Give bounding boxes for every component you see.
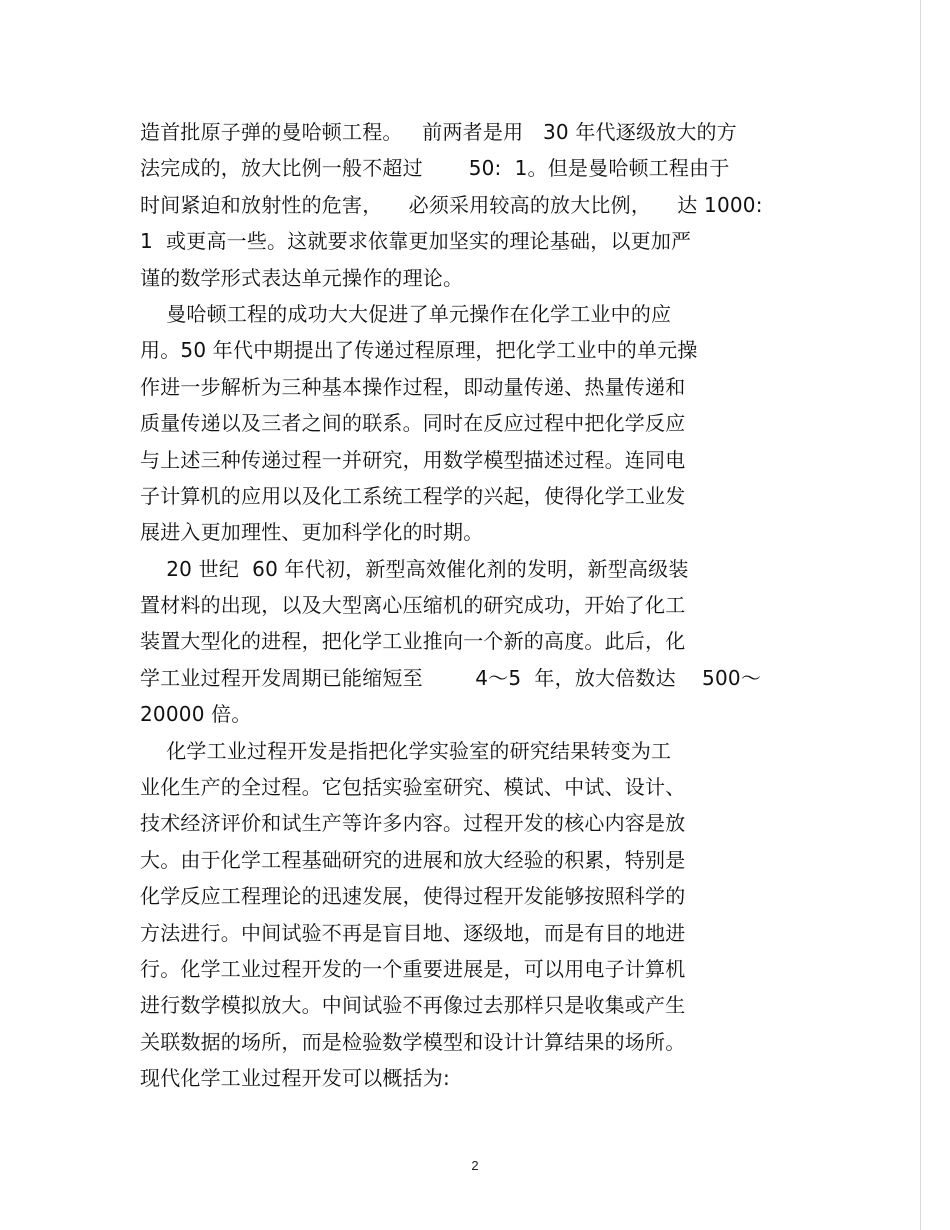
text-line: 化学反应工程理论的迅速发展，使得过程开发能够按照科学的 — [140, 884, 686, 909]
text-line: 展进入更加理性、更加科学化的时期。 — [140, 520, 484, 545]
text-line: 20000 倍。 — [140, 702, 252, 727]
text-line: 大。由于化学工程基础研究的进展和放大经验的积累，特别是 — [140, 847, 686, 872]
text-line: 造首批原子弹的曼哈顿工程。 前两者是用 30 年代逐级放大的方 — [140, 120, 737, 144]
text-line: 曼哈顿工程的成功大大促进了单元操作在化学工业中的应 — [140, 301, 672, 326]
page-number: 2 — [471, 1158, 479, 1173]
text-line: 子计算机的应用以及化工系统工程学的兴起，使得化学工业发 — [140, 483, 686, 508]
text-line: 装置大型化的进程，把化学工业推向一个新的高度。此后，化 — [140, 629, 686, 654]
text-line: 现代化学工业过程开发可以概括为: — [140, 1066, 450, 1091]
text-line: 用。50 年代中期提出了传递过程原理，把化学工业中的单元操 — [140, 338, 698, 363]
text-line: 行。化学工业过程开发的一个重要进展是，可以用电子计算机 — [140, 956, 686, 981]
text-line: 时间紧迫和放射性的危害， 必须采用较高的放大比例， 达 1000: — [140, 192, 763, 217]
text-line: 关联数据的场所，而是检验数学模型和设计计算结果的场所。 — [140, 1029, 686, 1054]
text-line: 谨的数学形式表达单元操作的理论。 — [140, 265, 464, 290]
text-line: 1 或更高一些。这就要求依靠更加坚实的理论基础，以更加严 — [140, 229, 692, 254]
text-line: 作进一步解析为三种基本操作过程，即动量传递、热量传递和 — [140, 374, 686, 399]
text-line: 与上述三种传递过程一并研究，用数学模型描述过程。连同电 — [140, 447, 686, 472]
text-line: 技术经济评价和试生产等许多内容。过程开发的核心内容是放 — [140, 811, 686, 836]
page-edge-divider — [920, 0, 921, 1230]
text-line: 置材料的出现，以及大型离心压缩机的研究成功，开始了化工 — [140, 593, 686, 618]
text-line: 20 世纪 60 年代初，新型高效催化剂的发明，新型高级装 — [140, 556, 689, 581]
text-line: 业化生产的全过程。它包括实验室研究、模试、中试、设计、 — [140, 775, 686, 800]
text-line: 法完成的，放大比例一般不超过 50: 1。但是曼哈顿工程由于 — [140, 156, 730, 181]
text-line: 质量传递以及三者之间的联系。同时在反应过程中把化学反应 — [140, 411, 686, 436]
text-line: 化学工业过程开发是指把化学实验室的研究结果转变为工 — [140, 738, 672, 763]
text-line: 方法进行。中间试验不再是盲目地、逐级地，而是有目的地进 — [140, 920, 686, 945]
text-line: 进行数学模拟放大。中间试验不再像过去那样只是收集或产生 — [140, 993, 686, 1018]
text-line: 学工业过程开发周期已能缩短至 4～5 年，放大倍数达 500～ — [140, 665, 762, 690]
body-text — [140, 114, 820, 1097]
